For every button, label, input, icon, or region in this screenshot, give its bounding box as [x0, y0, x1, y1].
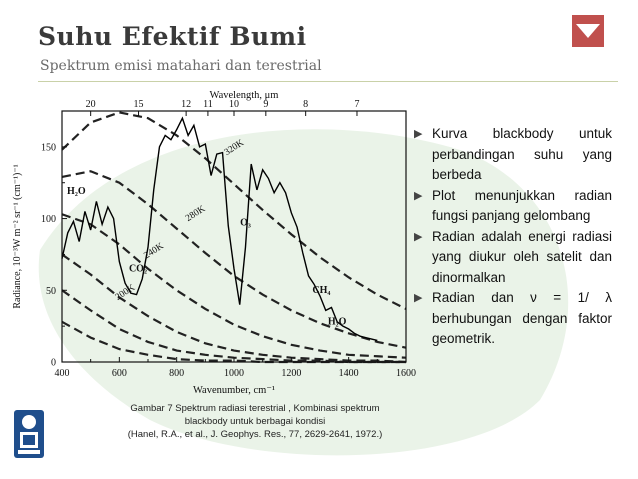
x-tick-label: 1200: [281, 368, 302, 379]
x-tick-label: 800: [169, 368, 185, 379]
spectrum-line: [62, 118, 377, 340]
bullet-item: [410, 186, 612, 227]
x-tick-label: 1000: [224, 368, 244, 379]
gas-annotation: CH₄: [312, 285, 331, 297]
bullet-item: [410, 288, 612, 350]
curve-label: 320K: [222, 138, 246, 158]
top-tick-label: 15: [133, 99, 144, 110]
y-tick-label: 100: [41, 214, 56, 226]
page-subtitle: Spektrum emisi matahari dan terestrial: [40, 58, 322, 74]
x-tick-label: 1400: [338, 368, 359, 379]
caption-line-3: (Hanel, R.A., et al., J. Geophys. Res., 77, 2629-2641, 1972.): [127, 429, 383, 440]
bullet-item: [410, 227, 612, 289]
y-tick-label: 150: [41, 142, 56, 154]
x-tick-label: 1600: [396, 368, 416, 379]
x-axis-label: Wavenumber, cm⁻¹: [192, 385, 276, 396]
top-tick-label: 7: [354, 99, 360, 110]
top-tick-label: 10: [229, 99, 239, 110]
top-tick-label: 9: [263, 99, 269, 110]
gas-annotation: O₃: [240, 217, 251, 229]
top-tick-label: 12: [181, 99, 192, 110]
top-tick-label: 11: [203, 99, 213, 110]
arrow-bullet-icon: ▶: [414, 189, 423, 202]
curve-label: 280K: [184, 204, 208, 224]
curve-label: 240K: [142, 241, 166, 262]
bullet-text: Radian dan ν = 1/ λ berhubungan dengan faktor geometrik.: [432, 290, 612, 346]
y-axis-label: Radiance, 10⁻³W m⁻² sr⁻¹ (cm⁻¹)⁻¹: [12, 164, 23, 309]
arrow-bullet-icon: ▶: [414, 292, 423, 304]
arrow-bullet-icon: ▶: [414, 230, 423, 243]
corner-triangle-icon: [576, 24, 600, 38]
gas-annotation: H₂O: [327, 316, 347, 328]
gas-annotation: CO₂: [128, 263, 147, 275]
bullet-text: Radian adalah energi radiasi yang diukur oleh satelit dan dinormalkan: [432, 228, 612, 285]
bullet-text: Kurva blackbody untuk perbandingan suhu yang berbeda: [432, 126, 612, 182]
page-title: Suhu Efektif Bumi: [38, 22, 307, 51]
blackbody-curve: [62, 171, 406, 347]
spectrum-chart: [0, 90, 423, 400]
bullet-list: [410, 124, 612, 350]
x-tick-label: 400: [54, 368, 70, 379]
top-tick-label: 8: [303, 99, 309, 110]
y-tick-label: 0: [51, 357, 56, 369]
curve-label: 200K: [113, 282, 137, 303]
figure-caption: [110, 402, 400, 441]
caption-line-1: Gambar 7 Spektrum radiasi terestrial , Kombinasi spektrum: [130, 403, 380, 414]
institution-logo-icon: [12, 408, 46, 460]
top-tick-label: 20: [85, 99, 96, 110]
top-axis-label: Wavelength, μm: [209, 90, 279, 101]
bullet-text: Plot menunjukkan radian fungsi panjang gelombang: [432, 187, 612, 223]
arrow-bullet-icon: ▶: [414, 128, 423, 140]
caption-line-2: blackbody untuk berbagai kondisi: [184, 416, 326, 427]
bullet-item: [410, 124, 612, 186]
y-tick-label: 50: [46, 285, 56, 297]
gas-annotation: H₂O: [67, 186, 86, 198]
title-divider: [38, 81, 618, 82]
x-tick-label: 600: [111, 368, 127, 379]
